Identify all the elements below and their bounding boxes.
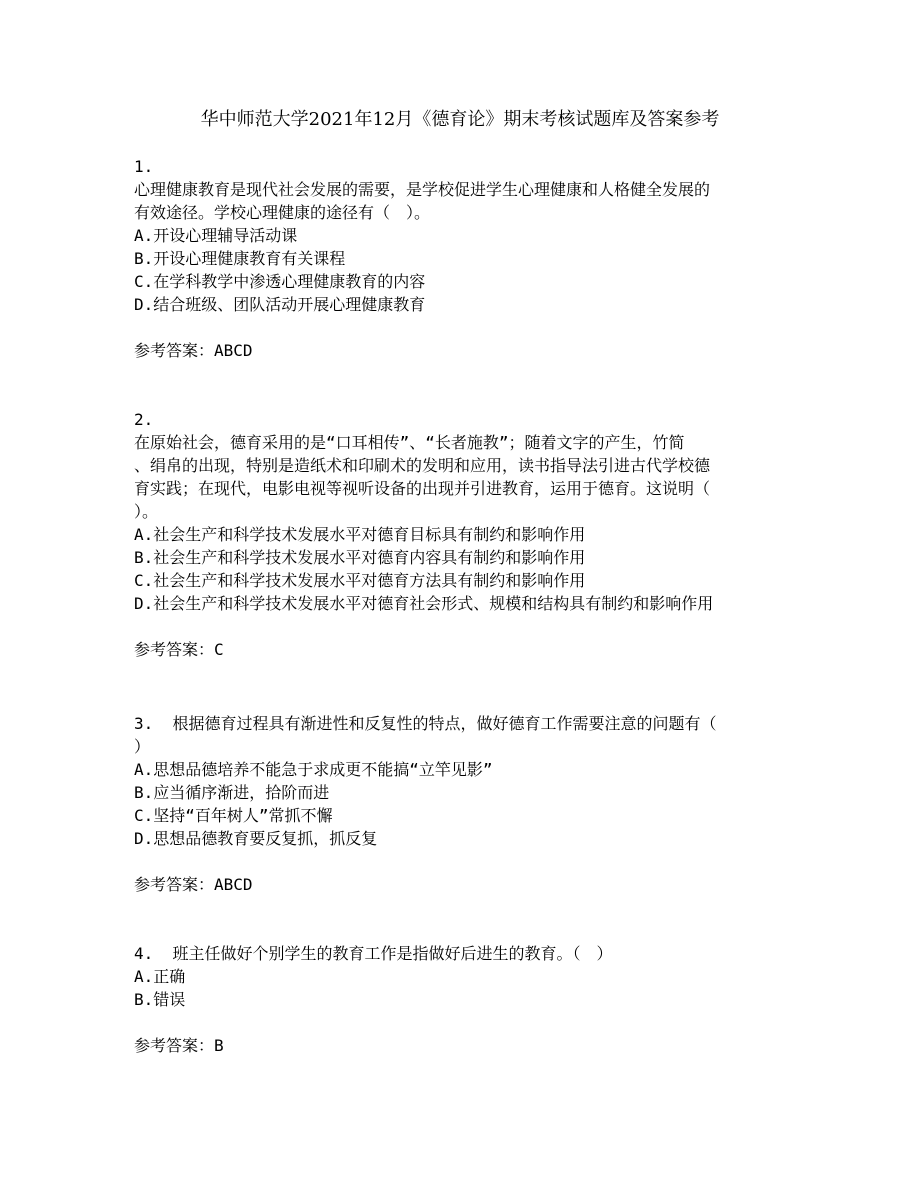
document-title: 华中师范大学2021年12月《德育论》期末考核试题库及答案参考 xyxy=(200,109,720,130)
question-stem-line: ）。 xyxy=(134,502,159,521)
option-c: C.社会生产和科学技术发展水平对德育方法具有制约和影响作用 xyxy=(134,571,586,590)
question-stem-line: 、绢帛的出现，特别是造纸术和印刷术的发明和应用，读书指导法引进古代学校德 xyxy=(134,456,711,475)
option-c: C.坚持“百年树人”常抓不懈 xyxy=(134,806,333,825)
question-number: 2. xyxy=(134,410,154,429)
question-4 xyxy=(134,942,790,1057)
option-b: B.错误 xyxy=(134,990,186,1009)
question-stem-line: 4. 班主任做好个别学生的教育工作是指做好后进生的教育。（ ） xyxy=(134,944,613,963)
question-stem-line: ） xyxy=(134,737,151,756)
option-d: D.结合班级、团队活动开展心理健康教育 xyxy=(134,295,426,314)
question-number: 1. xyxy=(134,157,154,176)
option-a: A.社会生产和科学技术发展水平对德育目标具有制约和影响作用 xyxy=(134,525,586,544)
option-d: D.社会生产和科学技术发展水平对德育社会形式、规模和结构具有制约和影响作用 xyxy=(134,594,714,613)
question-stem-line: 心理健康教育是现代社会发展的需要，是学校促进学生心理健康和人格健全发展的 xyxy=(134,180,711,199)
option-a: A.正确 xyxy=(134,967,186,986)
question-stem-line: 在原始社会，德育采用的是“口耳相传”、“长者施教”；随着文字的产生，竹简 xyxy=(134,433,685,452)
question-1 xyxy=(134,155,790,362)
question-2 xyxy=(134,408,790,661)
reference-answer: 参考答案：ABCD xyxy=(134,875,253,894)
question-stem-line: 有效途径。学校心理健康的途径有（ ）。 xyxy=(134,203,431,222)
option-d: D.思想品德教育要反复抓，抓反复 xyxy=(134,829,378,848)
option-a: A.开设心理辅导活动课 xyxy=(134,226,298,245)
option-b: B.开设心理健康教育有关课程 xyxy=(134,249,346,268)
option-b: B.应当循序渐进，拾阶而进 xyxy=(134,783,330,802)
reference-answer: 参考答案：ABCD xyxy=(134,341,253,360)
option-a: A.思想品德培养不能急于求成更不能搞“立竿见影” xyxy=(134,760,493,779)
reference-answer: 参考答案：B xyxy=(134,1036,224,1055)
option-c: C.在学科教学中渗透心理健康教育的内容 xyxy=(134,272,426,291)
reference-answer: 参考答案：C xyxy=(134,640,224,659)
question-stem-line: 3. 根据德育过程具有渐进性和反复性的特点，做好德育工作需要注意的问题有（ xyxy=(134,714,717,733)
option-b: B.社会生产和科学技术发展水平对德育内容具有制约和影响作用 xyxy=(134,548,586,567)
question-stem-line: 育实践；在现代，电影电视等视听设备的出现并引进教育，运用于德育。这说明（ xyxy=(134,479,711,498)
question-3 xyxy=(134,712,790,896)
